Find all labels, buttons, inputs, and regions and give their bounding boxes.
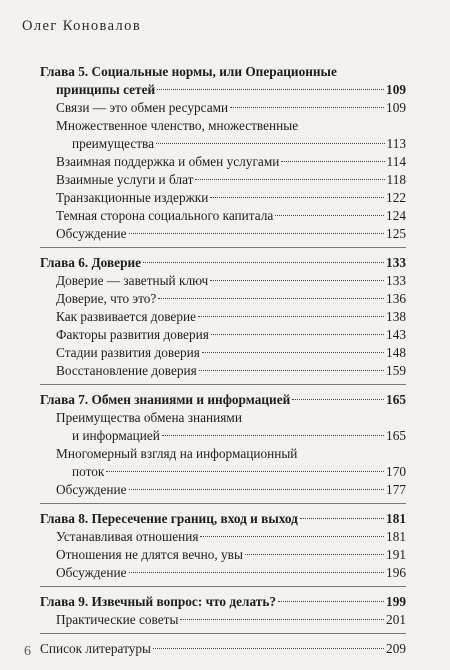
- toc-entry-line1[interactable]: Преимущества обмена знаниями: [56, 410, 242, 425]
- leader-dots: [157, 89, 384, 90]
- toc-chapter-5-title-line2: принципы сетей: [56, 82, 156, 97]
- toc-entry[interactable]: Обсуждение 177: [56, 482, 406, 497]
- section-divider: [40, 586, 406, 587]
- toc-entry-line1[interactable]: Множественное членство, множественные: [56, 118, 299, 133]
- toc-entry[interactable]: и информацией 165: [72, 428, 406, 443]
- toc-chapter-9[interactable]: Глава 9. Извечный вопрос: что делать? 199: [40, 594, 406, 609]
- toc-entry[interactable]: Практические советы 201: [56, 612, 406, 627]
- toc-entry[interactable]: поток 170: [72, 464, 406, 479]
- toc-bibliography[interactable]: Список литературы 209: [40, 641, 406, 656]
- toc-entry[interactable]: Темная сторона социального капитала 124: [56, 208, 406, 223]
- toc-entry[interactable]: Взаимные услуги и блат 118: [56, 172, 406, 187]
- section-divider: [40, 247, 406, 248]
- running-header-author: Олег Коновалов: [22, 18, 142, 34]
- toc-chapter-7[interactable]: Глава 7. Обмен знаниями и информацией 165: [40, 392, 406, 407]
- section-divider: [40, 633, 406, 634]
- toc-chapter-5[interactable]: [56, 80, 406, 99]
- section-divider: [40, 384, 406, 385]
- toc-chapter-8[interactable]: Глава 8. Пересечение границ, вход и выход 181: [40, 511, 406, 526]
- toc-entry[interactable]: Факторы развития доверия 143: [56, 327, 406, 342]
- section-divider: [40, 503, 406, 504]
- toc-entry[interactable]: Доверие, что это? 136: [56, 291, 406, 306]
- toc-entry[interactable]: преимущества 113: [72, 136, 406, 151]
- toc-chapter-5-title-line1[interactable]: Глава 5. Социальные нормы, или Операционные: [40, 64, 337, 79]
- page-number: 109: [386, 82, 406, 97]
- toc-entry[interactable]: Транзакционные издержки 122: [56, 190, 406, 205]
- toc-entry[interactable]: Устанавливая отношения 181: [56, 529, 406, 544]
- toc-chapter-6[interactable]: Глава 6. Доверие 133: [40, 255, 406, 270]
- toc-entry[interactable]: Как развивается доверие 138: [56, 309, 406, 324]
- toc-entry-line1[interactable]: Многомерный взгляд на информационный: [56, 446, 298, 461]
- toc-entry[interactable]: Отношения не длятся вечно, увы 191: [56, 547, 406, 562]
- toc-entry[interactable]: Доверие — заветный ключ 133: [56, 273, 406, 288]
- toc-entry[interactable]: Взаимная поддержка и обмен услугами 114: [56, 154, 406, 169]
- toc-entry[interactable]: Связи — это обмен ресурсами 109: [56, 100, 406, 115]
- toc-entry[interactable]: Обсуждение 125: [56, 226, 406, 241]
- toc-entry[interactable]: Обсуждение 196: [56, 565, 406, 580]
- page-folio: 6: [24, 644, 31, 659]
- toc-entry[interactable]: Восстановление доверия 159: [56, 363, 406, 378]
- toc-entry[interactable]: Стадии развития доверия 148: [56, 345, 406, 360]
